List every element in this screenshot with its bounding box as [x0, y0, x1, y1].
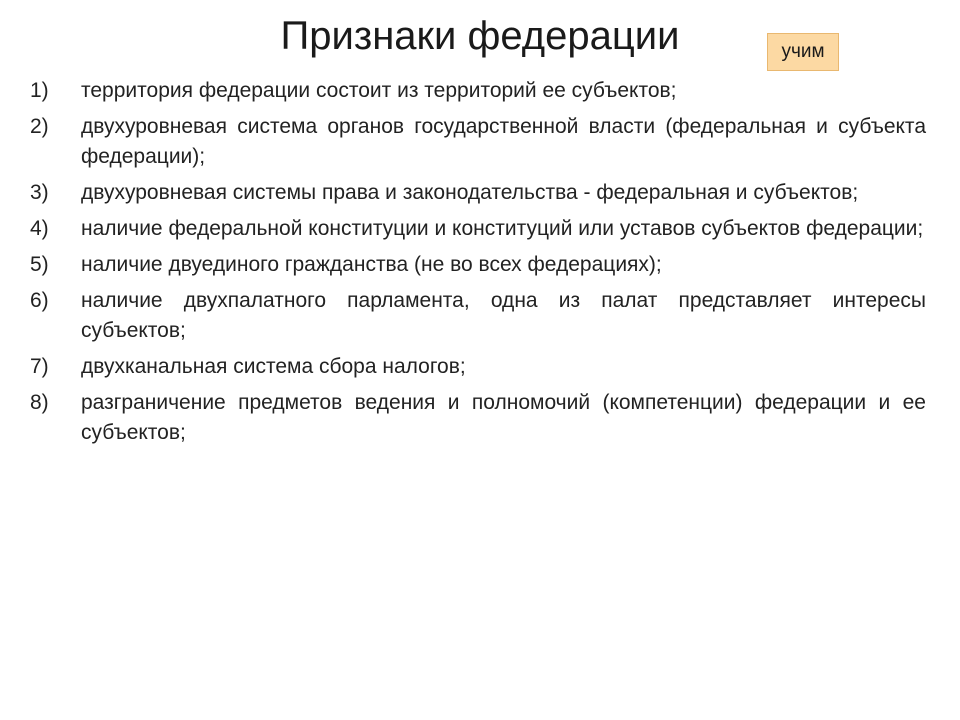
list-item: [30, 76, 926, 106]
list-item: [30, 178, 926, 208]
list-item-text: территория федерации состоит из территорий ее субъектов;: [81, 79, 677, 102]
list-item-text: двухканальная система сбора налогов;: [81, 355, 466, 378]
list-item-number: 1): [30, 79, 49, 102]
list-item: [30, 286, 926, 346]
list-item: [30, 250, 926, 280]
label-badge: учим: [767, 33, 839, 71]
list-item-number: 5): [30, 253, 49, 276]
list-item-number: 4): [30, 217, 49, 240]
list-item: [30, 214, 926, 244]
list-item: [30, 388, 926, 448]
list-item-number: 3): [30, 181, 49, 204]
list-item-text: двухуровневая системы права и законодательства - федеральная и субъектов;: [81, 181, 859, 204]
list-item-text: наличие федеральной конституции и конституций или уставов субъектов федерации;: [81, 217, 924, 240]
list-item-number: 2): [30, 115, 49, 138]
list-item-number: 6): [30, 289, 49, 312]
list-item-text: двухуровневая система органов государственной власти (федеральная и субъекта федерации);: [81, 115, 926, 168]
list-item-text: наличие двуединого гражданства (не во всех федерациях);: [81, 253, 662, 276]
list-item-text: наличие двухпалатного парламента, одна из палат представляет интересы субъектов;: [81, 289, 926, 342]
list-item-number: 7): [30, 355, 49, 378]
features-list: [30, 76, 926, 454]
list-item: [30, 352, 926, 382]
page-title: Признаки федерации: [280, 14, 680, 58]
list-item-text: разграничение предметов ведения и полномочий (компетенции) федерации и ее субъектов;: [81, 391, 926, 444]
list-item: [30, 112, 926, 172]
list-item-number: 8): [30, 391, 49, 414]
